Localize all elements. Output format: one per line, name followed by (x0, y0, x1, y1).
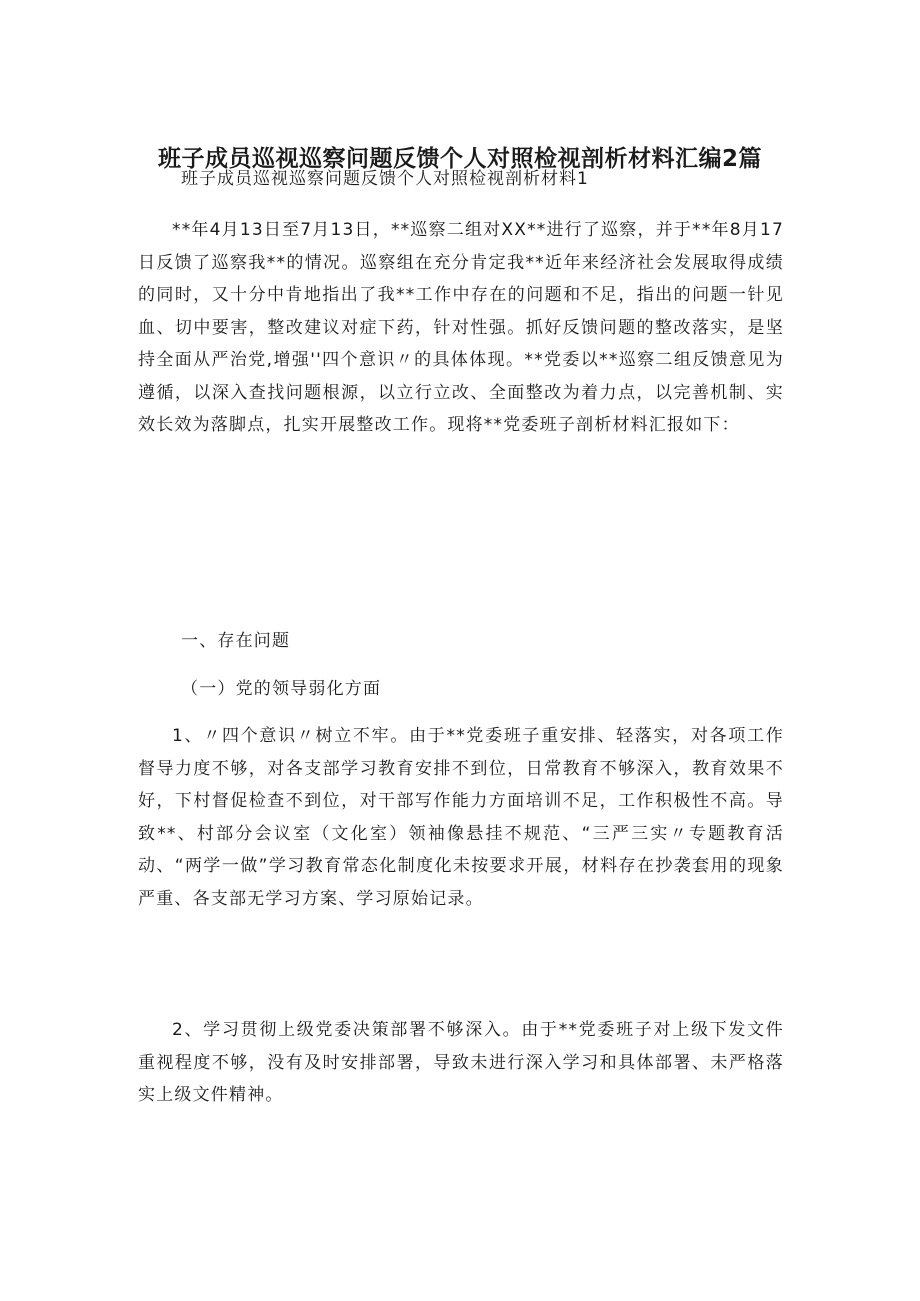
problem-item-1: 1、〃四个意识〃树立不牢。由于**党委班子重安排、轻落实，对各项工作督导力度不够，对各支部学习教育安排不到位，日常教育不够深入，教育效果不好，下村督促检查不到位，对干部写作能力方面培训不足，工作积极性不高。导致**、村部分会议室（文化室）领袖像悬挂不规范、“三严三实〃专题教育活动、“两学一做”学习教育常态化制度化未按要求开展，材料存在抄袭套用的现象严重、各支部无学习方案、学习原始记录。 (138, 726, 784, 909)
subsection-heading: （一）党的领导弱化方面 (181, 679, 382, 699)
document-subtitle: 班子成员巡视巡察问题反馈个人对照检视剖析材料1 (181, 169, 589, 189)
document-title: 班子成员巡视巡察问题反馈个人对照检视剖析材料汇编2篇 (157, 146, 762, 172)
intro-paragraph: **年4月13日至7月13日，**巡察二组对XX**进行了巡察，并于**年8月17日反馈了巡察我**的情况。巡察组在充分肯定我**近年来经济社会发展取得成绩的同时，又十分中肯地指出了我**工作中存在的问题和不足，指出的问题一针见血、切中要害，整改建议对症下药，针对性强。抓好反馈问题的整改落实，是坚持全面从严治党,增强''四个意识〃的具体体现。**党委以**巡察二组反馈意见为遵循，以深入查找问题根源，以立行立改、全面整改为着力点，以完善机制、实效长效为落脚点，扎实开展整改工作。现将**党委班子剖析材料汇报如下： (138, 220, 784, 435)
section-heading: 一、存在问题 (181, 631, 291, 651)
problem-item-2: 2、学习贯彻上级党委决策部署不够深入。由于**党委班子对上级下发文件重视程度不够，没有及时安排部署，导致未进行深入学习和具体部署、未严格落实上级文件精神。 (138, 1020, 784, 1105)
